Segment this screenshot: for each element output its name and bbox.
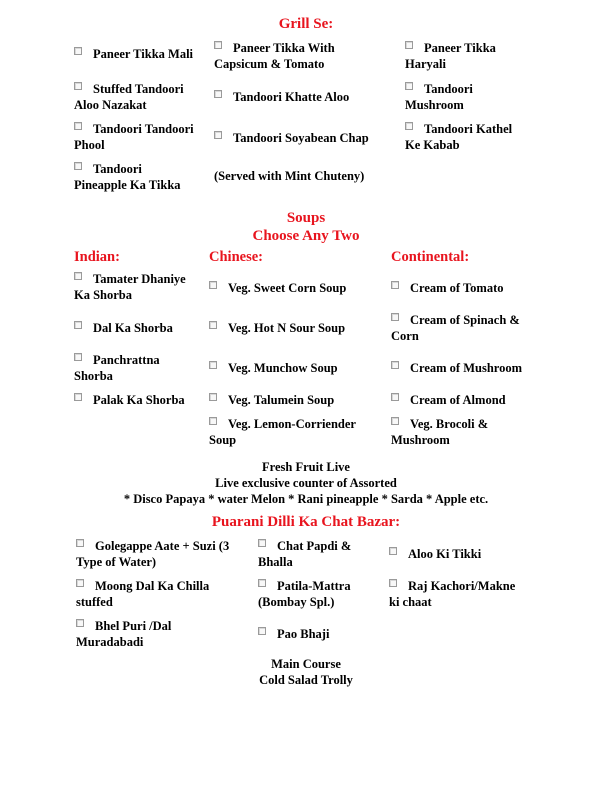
item-label-line2: ki chaat (389, 595, 432, 609)
item-label-line2: Capsicum & Tomato (214, 57, 325, 71)
checkbox-icon[interactable] (214, 131, 222, 139)
checkbox-icon[interactable] (391, 393, 399, 401)
fruit-line-2: Live exclusive counter of Assorted (215, 476, 397, 490)
item-label: Paneer Tikka (424, 41, 496, 55)
continental-soup-item[interactable] (391, 392, 506, 408)
item-label: Tandoori (93, 162, 142, 176)
item-label: Tandoori Soyabean Chap (233, 131, 369, 145)
item-label-line2: Shorba (74, 369, 113, 383)
checkbox-icon[interactable] (74, 82, 82, 90)
item-label-line2: Ke Kabab (405, 138, 460, 152)
chinese-soup-item[interactable] (209, 320, 345, 336)
checkbox-icon[interactable] (209, 361, 217, 369)
chinese-soup-item[interactable] (209, 360, 338, 376)
indian-soup-item[interactable] (74, 320, 173, 336)
chinese-soup-item[interactable] (209, 280, 346, 296)
indian-soup-item[interactable] (74, 271, 186, 303)
chat-item[interactable] (258, 626, 329, 642)
item-label: Veg. Brocoli & (410, 417, 489, 431)
item-label-line2: Soup (209, 433, 237, 447)
checkbox-icon[interactable] (76, 579, 84, 587)
item-label-line2: Corn (391, 329, 419, 343)
checkbox-icon[interactable] (214, 90, 222, 98)
checkbox-icon[interactable] (209, 393, 217, 401)
fruit-line-1: Fresh Fruit Live (262, 460, 350, 474)
continental-heading: Continental: (391, 249, 470, 265)
item-label: Bhel Puri /Dal (95, 619, 172, 633)
item-label-line2: Mushroom (391, 433, 450, 447)
item-label-line2: (Bombay Spl.) (258, 595, 335, 609)
checkbox-icon[interactable] (405, 41, 413, 49)
indian-heading: Indian: (74, 249, 120, 265)
checkbox-icon[interactable] (209, 281, 217, 289)
indian-soup-item[interactable] (74, 392, 185, 408)
checkbox-icon[interactable] (389, 579, 397, 587)
item-label: Chat Papdi & (277, 539, 352, 553)
grill-item[interactable] (405, 121, 512, 153)
item-label: Cream of Tomato (410, 281, 504, 295)
grill-item[interactable] (405, 81, 473, 113)
chat-item[interactable] (258, 538, 351, 570)
checkbox-icon[interactable] (389, 547, 397, 555)
chat-item[interactable] (76, 578, 209, 610)
checkbox-icon[interactable] (258, 627, 266, 635)
item-label-line2: Phool (74, 138, 105, 152)
item-label: Dal Ka Shorba (93, 321, 173, 335)
chat-item[interactable] (76, 538, 229, 570)
item-label-line2: Type of Water) (76, 555, 157, 569)
continental-soup-item[interactable] (391, 280, 504, 296)
item-label-line2: Bhalla (258, 555, 293, 569)
checkbox-icon[interactable] (209, 321, 217, 329)
checkbox-icon[interactable] (405, 122, 413, 130)
checkbox-icon[interactable] (74, 47, 82, 55)
item-label: Paneer Tikka Mali (93, 47, 194, 61)
soups-title: Soups (286, 210, 326, 226)
chinese-soup-item[interactable] (209, 416, 356, 448)
item-label: Stuffed Tandoori (93, 82, 184, 96)
item-label: Patila-Mattra (277, 579, 351, 593)
chat-item[interactable] (389, 578, 515, 610)
item-label: Veg. Talumein Soup (228, 393, 335, 407)
grill-item[interactable] (405, 40, 496, 72)
grill-item[interactable] (74, 121, 194, 153)
item-label-line2: Ka Shorba (74, 288, 133, 302)
item-label: Veg. Hot N Sour Soup (228, 321, 346, 335)
continental-soup-item[interactable] (391, 312, 520, 344)
continental-soup-item[interactable] (391, 416, 488, 448)
item-label-line2: Pineapple Ka Tikka (74, 178, 181, 192)
item-label: Aloo Ki Tikki (408, 547, 482, 561)
item-label-line2: Muradabadi (76, 635, 144, 649)
checkbox-icon[interactable] (391, 313, 399, 321)
item-label: Raj Kachori/Makne (408, 579, 516, 593)
checkbox-icon[interactable] (74, 353, 82, 361)
item-label: Veg. Lemon-Corriender (228, 417, 356, 431)
item-label-line2: Mushroom (405, 98, 464, 112)
grill-item[interactable] (214, 130, 369, 146)
item-label: Tandoori (424, 82, 473, 96)
item-label: Tandoori Khatte Aloo (233, 90, 350, 104)
item-label: Tandoori Tandoori (93, 122, 194, 136)
item-label-line2: Aloo Nazakat (74, 98, 147, 112)
checkbox-icon[interactable] (74, 321, 82, 329)
chat-item[interactable] (389, 546, 481, 562)
checkbox-icon[interactable] (391, 361, 399, 369)
item-label: Paneer Tikka With (233, 41, 335, 55)
checkbox-icon[interactable] (258, 579, 266, 587)
item-label: Panchrattna (93, 353, 160, 367)
item-label: Moong Dal Ka Chilla (95, 579, 210, 593)
chinese-soup-item[interactable] (209, 392, 334, 408)
item-label: Cream of Almond (410, 393, 506, 407)
indian-soup-item[interactable] (74, 352, 160, 384)
grill-item[interactable] (214, 89, 349, 105)
chat-item[interactable] (76, 618, 171, 650)
checkbox-icon[interactable] (405, 82, 413, 90)
item-label: Veg. Sweet Corn Soup (228, 281, 347, 295)
chat-item[interactable] (258, 578, 351, 610)
chinese-heading: Chinese: (209, 249, 263, 265)
checkbox-icon[interactable] (74, 122, 82, 130)
item-label: Cream of Mushroom (410, 361, 523, 375)
checkbox-icon[interactable] (74, 272, 82, 280)
checkbox-icon[interactable] (76, 619, 84, 627)
soups-subtitle: Choose Any Two (252, 228, 360, 244)
item-label: Veg. Munchow Soup (228, 361, 338, 375)
checkbox-icon[interactable] (391, 281, 399, 289)
checkbox-icon[interactable] (214, 41, 222, 49)
checkbox-icon[interactable] (209, 417, 217, 425)
fruit-line-3: * Disco Papaya * water Melon * Rani pineapple * Sarda * Apple etc. (123, 492, 489, 506)
grill-item[interactable] (74, 46, 193, 62)
checkbox-icon[interactable] (391, 417, 399, 425)
item-label: Golegappe Aate + Suzi (3 (95, 539, 230, 553)
chat-section-title: Puarani Dilli Ka Chat Bazar: (211, 514, 401, 530)
grill-section-title: Grill Se: (278, 16, 334, 32)
grill-item[interactable] (214, 40, 335, 72)
grill-note: (Served with Mint Chuteny) (214, 169, 365, 183)
checkbox-icon[interactable] (76, 539, 84, 547)
item-label: Palak Ka Shorba (93, 393, 185, 407)
item-label: Tandoori Kathel (424, 122, 513, 136)
checkbox-icon[interactable] (258, 539, 266, 547)
item-label-line2: Haryali (405, 57, 446, 71)
grill-item[interactable] (74, 161, 181, 193)
checkbox-icon[interactable] (74, 393, 82, 401)
continental-soup-item[interactable] (391, 360, 522, 376)
item-label: Pao Bhaji (277, 627, 330, 641)
item-label: Cream of Spinach & (410, 313, 520, 327)
main-course-heading: Main Course (271, 657, 341, 671)
item-label-line2: stuffed (76, 595, 113, 609)
cold-salad-trolly: Cold Salad Trolly (259, 673, 353, 687)
item-label: Tamater Dhaniye (93, 272, 186, 286)
grill-item[interactable] (74, 81, 184, 113)
checkbox-icon[interactable] (74, 162, 82, 170)
